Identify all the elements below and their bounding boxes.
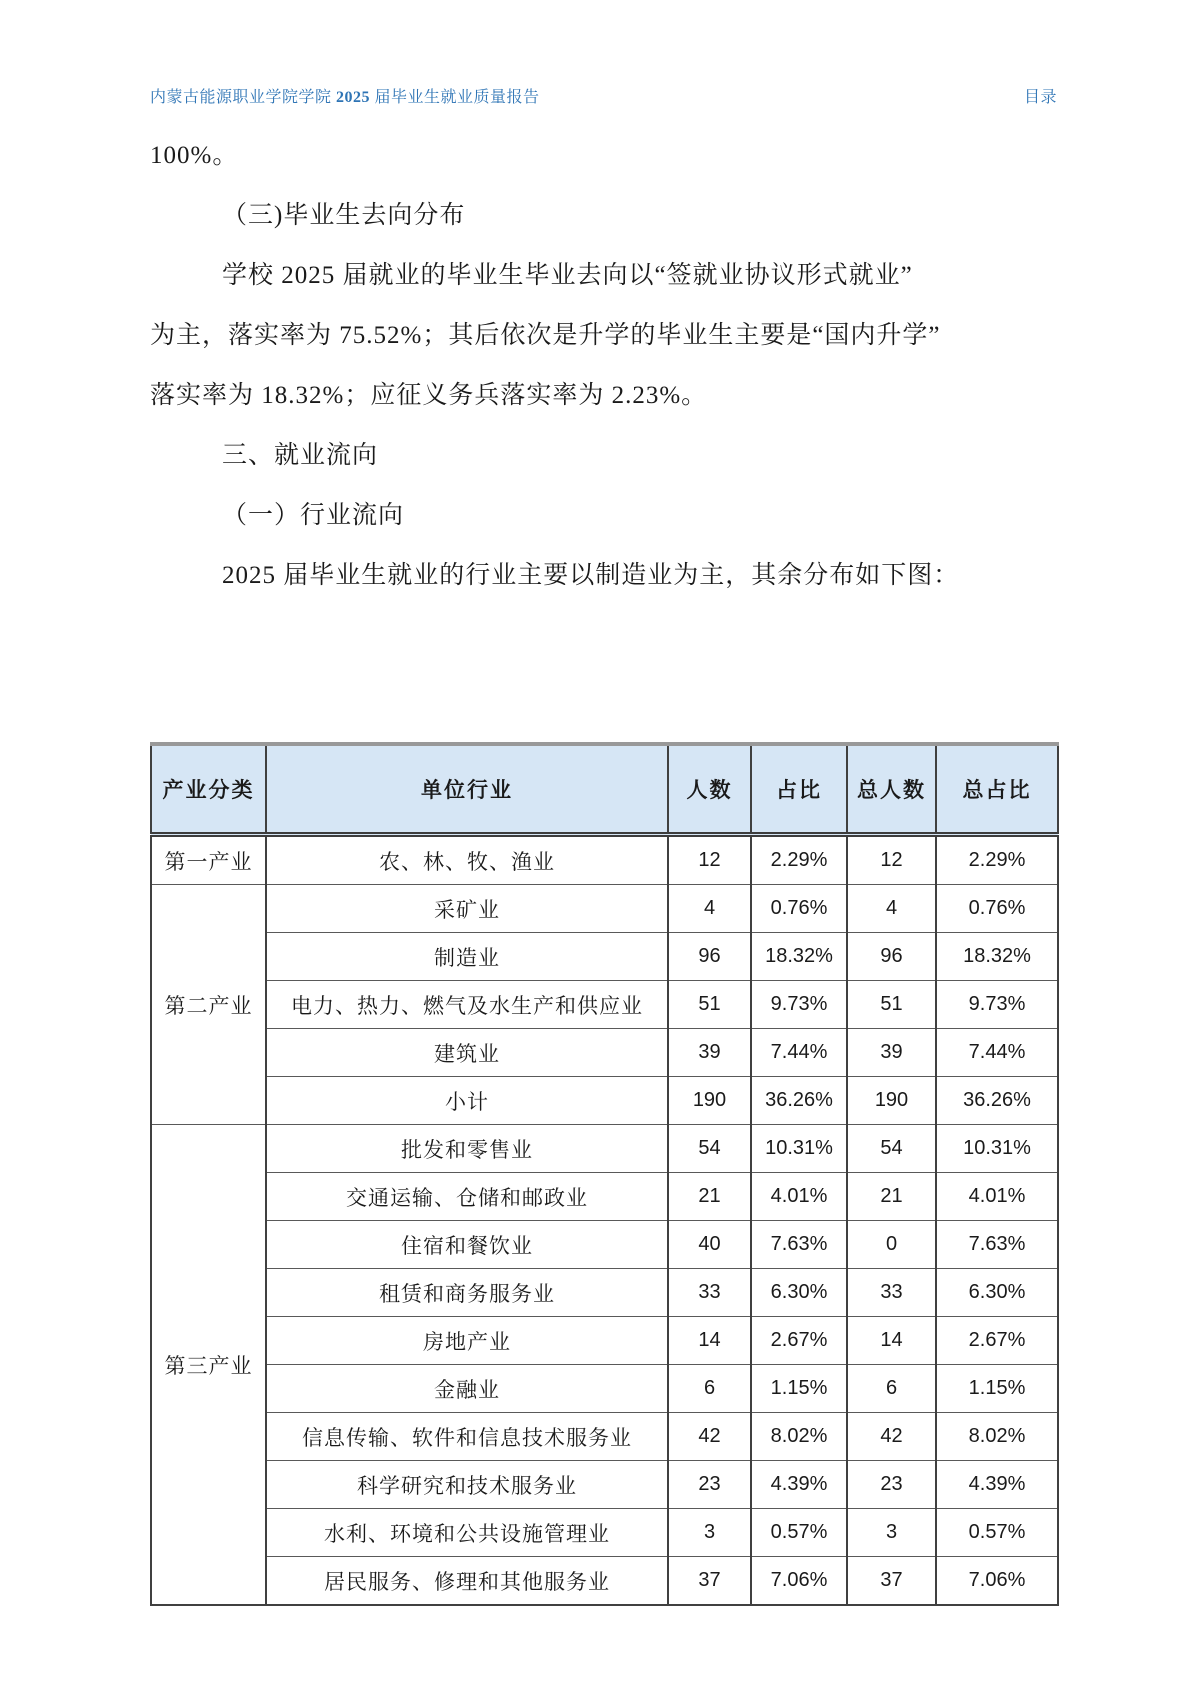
value-cell: 12 bbox=[847, 835, 936, 885]
section-heading: 三、就业流向 bbox=[222, 442, 379, 469]
value-cell: 190 bbox=[668, 1077, 751, 1125]
page-header-title-year: 2025 bbox=[336, 89, 371, 106]
category-cell: 第一产业 bbox=[151, 835, 266, 885]
value-cell: 18.32% bbox=[751, 933, 847, 981]
table-row bbox=[151, 1317, 1058, 1365]
industry-table bbox=[150, 742, 1059, 1606]
value-cell: 0.76% bbox=[751, 885, 847, 933]
industry-cell: 租赁和商务服务业 bbox=[266, 1269, 668, 1317]
value-cell: 3 bbox=[668, 1509, 751, 1557]
table-row bbox=[151, 1557, 1058, 1606]
value-cell: 4.01% bbox=[751, 1173, 847, 1221]
industry-cell: 居民服务、修理和其他服务业 bbox=[266, 1557, 668, 1606]
industry-cell: 建筑业 bbox=[266, 1029, 668, 1077]
value-cell: 6.30% bbox=[936, 1269, 1058, 1317]
value-cell: 51 bbox=[847, 981, 936, 1029]
table-row bbox=[151, 1413, 1058, 1461]
column-header-category: 产业分类 bbox=[151, 744, 266, 835]
value-cell: 33 bbox=[847, 1269, 936, 1317]
industry-cell: 制造业 bbox=[266, 933, 668, 981]
value-cell: 2.67% bbox=[936, 1317, 1058, 1365]
value-cell: 14 bbox=[847, 1317, 936, 1365]
value-cell: 7.63% bbox=[936, 1221, 1058, 1269]
table-row bbox=[151, 933, 1058, 981]
value-cell: 21 bbox=[668, 1173, 751, 1221]
value-cell: 42 bbox=[847, 1413, 936, 1461]
body-content bbox=[150, 126, 1060, 606]
industry-cell: 交通运输、仓储和邮政业 bbox=[266, 1173, 668, 1221]
value-cell: 39 bbox=[668, 1029, 751, 1077]
value-cell: 6 bbox=[668, 1365, 751, 1413]
column-header-ratio: 占比 bbox=[751, 744, 847, 835]
value-cell: 1.15% bbox=[751, 1365, 847, 1413]
industry-cell: 采矿业 bbox=[266, 885, 668, 933]
value-cell: 36.26% bbox=[936, 1077, 1058, 1125]
value-cell: 10.31% bbox=[751, 1125, 847, 1173]
page-running-header bbox=[150, 84, 1057, 107]
value-cell: 4.39% bbox=[936, 1461, 1058, 1509]
table-row bbox=[151, 1029, 1058, 1077]
value-cell: 54 bbox=[668, 1125, 751, 1173]
value-cell: 12 bbox=[668, 835, 751, 885]
value-cell: 0.57% bbox=[936, 1509, 1058, 1557]
page-header-title-prefix: 内蒙古能源职业学院学院 bbox=[150, 89, 337, 106]
page-header-title-suffix: 届毕业生就业质量报告 bbox=[370, 89, 540, 106]
value-cell: 6.30% bbox=[751, 1269, 847, 1317]
industry-cell: 水利、环境和公共设施管理业 bbox=[266, 1509, 668, 1557]
value-cell: 8.02% bbox=[751, 1413, 847, 1461]
table-row bbox=[151, 1221, 1058, 1269]
paragraph-line: 2025 届毕业生就业的行业主要以制造业为主，其余分布如下图： bbox=[222, 562, 960, 589]
value-cell: 1.15% bbox=[936, 1365, 1058, 1413]
value-cell: 3 bbox=[847, 1509, 936, 1557]
table-row bbox=[151, 1269, 1058, 1317]
value-cell: 7.44% bbox=[936, 1029, 1058, 1077]
paragraph-line: 100%。 bbox=[150, 142, 239, 169]
paragraph-line: 落实率为 18.32%；应征义务兵落实率为 2.23%。 bbox=[150, 382, 708, 409]
value-cell: 36.26% bbox=[751, 1077, 847, 1125]
value-cell: 10.31% bbox=[936, 1125, 1058, 1173]
value-cell: 96 bbox=[668, 933, 751, 981]
value-cell: 42 bbox=[668, 1413, 751, 1461]
industry-cell: 房地产业 bbox=[266, 1317, 668, 1365]
category-cell: 第三产业 bbox=[151, 1125, 266, 1606]
column-header-total-ratio: 总占比 bbox=[936, 744, 1058, 835]
value-cell: 21 bbox=[847, 1173, 936, 1221]
industry-cell: 住宿和餐饮业 bbox=[266, 1221, 668, 1269]
value-cell: 4 bbox=[668, 885, 751, 933]
value-cell: 37 bbox=[668, 1557, 751, 1606]
value-cell: 4 bbox=[847, 885, 936, 933]
column-header-total-count: 总人数 bbox=[847, 744, 936, 835]
table-row bbox=[151, 885, 1058, 933]
category-cell: 第二产业 bbox=[151, 885, 266, 1125]
value-cell: 9.73% bbox=[936, 981, 1058, 1029]
value-cell: 7.06% bbox=[936, 1557, 1058, 1606]
page-header-toc: 目录 bbox=[1023, 89, 1057, 106]
value-cell: 23 bbox=[847, 1461, 936, 1509]
column-header-industry: 单位行业 bbox=[266, 744, 668, 835]
industry-cell: 科学研究和技术服务业 bbox=[266, 1461, 668, 1509]
value-cell: 54 bbox=[847, 1125, 936, 1173]
value-cell: 190 bbox=[847, 1077, 936, 1125]
value-cell: 0.76% bbox=[936, 885, 1058, 933]
paragraph-line: 为主，落实率为 75.52%；其后依次是升学的毕业生主要是“国内升学” bbox=[150, 322, 941, 349]
industry-cell: 小计 bbox=[266, 1077, 668, 1125]
value-cell: 39 bbox=[847, 1029, 936, 1077]
value-cell: 2.29% bbox=[751, 835, 847, 885]
section-heading: （一）行业流向 bbox=[222, 502, 405, 529]
table-row bbox=[151, 1077, 1058, 1125]
page-header-title bbox=[150, 84, 540, 107]
table-row bbox=[151, 1125, 1058, 1173]
value-cell: 4.39% bbox=[751, 1461, 847, 1509]
value-cell: 4.01% bbox=[936, 1173, 1058, 1221]
value-cell: 8.02% bbox=[936, 1413, 1058, 1461]
value-cell: 40 bbox=[668, 1221, 751, 1269]
value-cell: 18.32% bbox=[936, 933, 1058, 981]
value-cell: 6 bbox=[847, 1365, 936, 1413]
table-row bbox=[151, 1173, 1058, 1221]
value-cell: 0 bbox=[847, 1221, 936, 1269]
table-row bbox=[151, 1509, 1058, 1557]
value-cell: 2.29% bbox=[936, 835, 1058, 885]
industry-cell: 电力、热力、燃气及水生产和供应业 bbox=[266, 981, 668, 1029]
value-cell: 23 bbox=[668, 1461, 751, 1509]
section-heading: （三)毕业生去向分布 bbox=[222, 202, 466, 229]
value-cell: 9.73% bbox=[751, 981, 847, 1029]
value-cell: 2.67% bbox=[751, 1317, 847, 1365]
table-row bbox=[151, 981, 1058, 1029]
paragraph-line: 学校 2025 届就业的毕业生毕业去向以“签就业协议形式就业” bbox=[222, 262, 913, 289]
value-cell: 0.57% bbox=[751, 1509, 847, 1557]
table-header-row bbox=[151, 744, 1058, 835]
industry-table-body bbox=[151, 835, 1058, 1606]
column-header-count: 人数 bbox=[668, 744, 751, 835]
value-cell: 7.44% bbox=[751, 1029, 847, 1077]
table-row bbox=[151, 1365, 1058, 1413]
value-cell: 51 bbox=[668, 981, 751, 1029]
value-cell: 7.63% bbox=[751, 1221, 847, 1269]
industry-cell: 批发和零售业 bbox=[266, 1125, 668, 1173]
value-cell: 96 bbox=[847, 933, 936, 981]
industry-cell: 农、林、牧、渔业 bbox=[266, 835, 668, 885]
value-cell: 7.06% bbox=[751, 1557, 847, 1606]
value-cell: 33 bbox=[668, 1269, 751, 1317]
industry-cell: 金融业 bbox=[266, 1365, 668, 1413]
industry-cell: 信息传输、软件和信息技术服务业 bbox=[266, 1413, 668, 1461]
value-cell: 37 bbox=[847, 1557, 936, 1606]
table-row bbox=[151, 835, 1058, 885]
table-row bbox=[151, 1461, 1058, 1509]
value-cell: 14 bbox=[668, 1317, 751, 1365]
